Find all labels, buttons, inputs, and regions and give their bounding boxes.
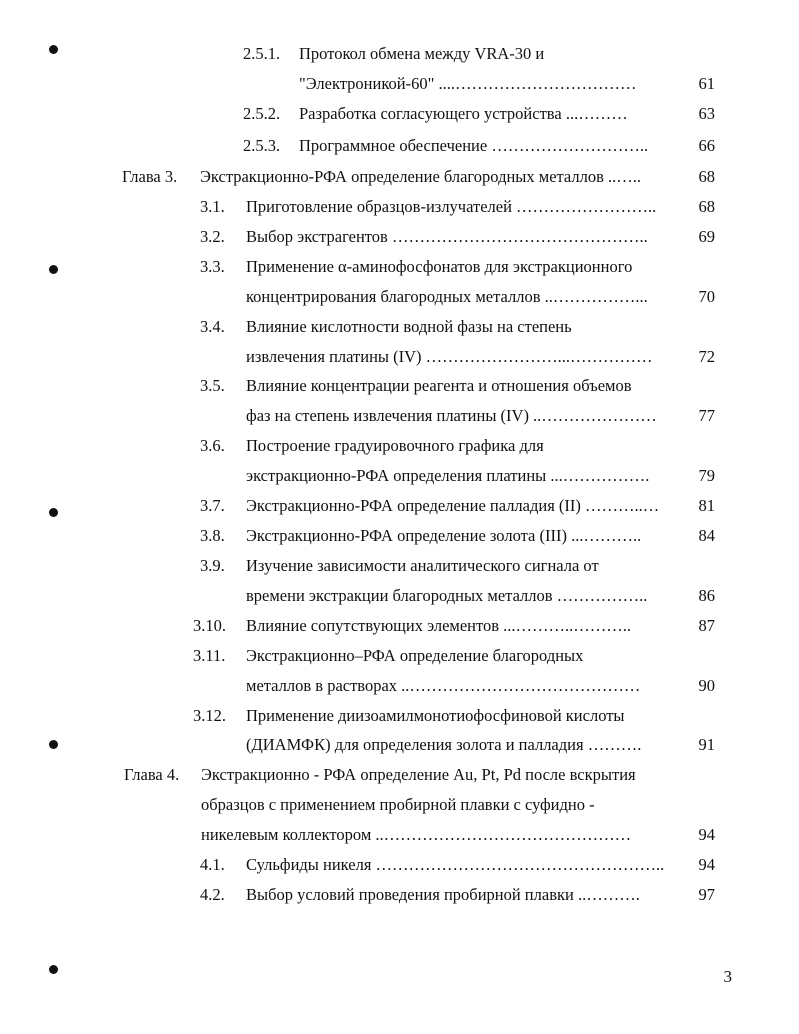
toc-entry	[0, 345, 799, 369]
toc-entry-page: 70	[698, 287, 715, 306]
toc-entry-title: Построение градуировочного графика для	[246, 436, 544, 455]
toc-entry-number: 3.7.	[200, 496, 225, 515]
toc-entry-page: 79	[698, 466, 715, 485]
toc-entry	[0, 464, 799, 488]
toc-entry	[0, 42, 799, 66]
toc-entry-title: Разработка согласующего устройства ...………	[299, 104, 628, 123]
toc-entry	[0, 584, 799, 608]
toc-entry	[0, 853, 799, 877]
toc-entry	[0, 165, 799, 189]
toc-entry-number: 2.5.3.	[243, 136, 281, 155]
page-number: 3	[723, 967, 732, 986]
toc-entry	[0, 72, 799, 96]
toc-entry	[0, 225, 799, 249]
toc-entry-number: Глава 4.	[124, 765, 180, 784]
toc-entry-title: Экстракционно-РФА определение палладия (II) ………..…	[246, 496, 660, 515]
toc-entry-page: 84	[698, 526, 715, 545]
toc-entry	[0, 763, 799, 787]
toc-entry-page: 61	[698, 74, 715, 93]
toc-entry-title: Выбор условий проведения пробирной плавки ..……….	[246, 885, 640, 904]
toc-entry-title: Экстракционно-РФА определение золота (III) ...………..	[246, 526, 642, 545]
toc-entry	[0, 614, 799, 638]
binder-hole-5	[49, 965, 58, 974]
toc-entry-number: 3.6.	[200, 436, 225, 455]
toc-entry-page: 86	[698, 586, 715, 605]
toc-entry-number: 3.8.	[200, 526, 225, 545]
toc-entry-number: 2.5.1.	[243, 44, 281, 63]
toc-entry-number: 3.11.	[193, 646, 226, 665]
toc-entry	[0, 554, 799, 578]
toc-entry-title: Экстракционно-РФА определение благородных металлов ..…..	[200, 167, 642, 186]
toc-entry-title: Изучение зависимости аналитического сигнала от	[246, 556, 599, 575]
toc-entry-number: 4.1.	[200, 855, 225, 874]
toc-entry-page: 72	[698, 347, 715, 366]
toc-entry-title: извлечения платины (IV) ……………………...……………	[246, 347, 653, 366]
toc-entry-page: 94	[698, 825, 715, 844]
toc-entry	[0, 524, 799, 548]
toc-entry-title: никелевым коллектором ..………………………………………	[201, 825, 632, 844]
toc-entry	[0, 374, 799, 398]
toc-entry	[0, 102, 799, 126]
toc-entry	[0, 315, 799, 339]
toc-entry-number: 3.4.	[200, 317, 225, 336]
toc-entry-page: 63	[698, 104, 715, 123]
toc-entry-title: Приготовление образцов-излучателей ……………………..	[246, 197, 657, 216]
toc-entry-title: времени экстракции благородных металлов ……………..	[246, 586, 648, 605]
toc-entry-page: 87	[698, 616, 715, 635]
toc-entry-number: 4.2.	[200, 885, 225, 904]
toc-entry-page: 66	[698, 136, 715, 155]
toc-entry	[0, 404, 799, 428]
toc-entry	[0, 823, 799, 847]
toc-entry-page: 90	[698, 676, 715, 695]
toc-entry-title: Экстракционно - РФА определение Au, Pt, Pd после вскрытия	[201, 765, 636, 784]
toc-entry-number: 3.1.	[200, 197, 225, 216]
toc-entry-number: 2.5.2.	[243, 104, 281, 123]
toc-entry	[0, 434, 799, 458]
toc-entry	[0, 793, 799, 817]
toc-entry-title: Сульфиды никеля ……………………………………………..	[246, 855, 665, 874]
toc-entry	[0, 674, 799, 698]
toc-entry-page: 94	[698, 855, 715, 874]
toc-entry	[0, 733, 799, 757]
toc-entry-title: фаз на степень извлечения платины (IV) ..…………………	[246, 406, 657, 425]
toc-entry-number: 3.2.	[200, 227, 225, 246]
toc-entry-title: "Электроникой-60" ....……………………………	[299, 74, 637, 93]
toc-entry-page: 91	[698, 735, 715, 754]
toc-entry-number: Глава 3.	[122, 167, 178, 186]
toc-entry-title: Применение диизоамилмонотиофосфиновой кислоты	[246, 706, 625, 725]
toc-entry-number: 3.9.	[200, 556, 225, 575]
toc-entry-number: 3.10.	[193, 616, 226, 635]
toc-entry-page: 68	[698, 167, 715, 186]
toc-entry-page: 77	[698, 406, 715, 425]
toc-entry-page: 97	[698, 885, 715, 904]
toc-entry	[0, 285, 799, 309]
toc-entry-number: 3.12.	[193, 706, 226, 725]
toc-entry-title: Выбор экстрагентов ………………………………………..	[246, 227, 648, 246]
toc-entry-title: экстракционно-РФА определения платины ...…………….	[246, 466, 650, 485]
toc-entry	[0, 704, 799, 728]
toc-entry	[0, 494, 799, 518]
toc-entry	[0, 134, 799, 158]
toc-entry-title: Влияние концентрации реагента и отношения объемов	[246, 376, 632, 395]
toc-entry-title: образцов с применением пробирной плавки с суфидно -	[201, 795, 595, 814]
toc-entry-title: металлов в растворах ..……………………………………	[246, 676, 641, 695]
toc-entry-title: Влияние сопутствующих элементов ...………..………..	[246, 616, 632, 635]
toc-entry-number: 3.3.	[200, 257, 225, 276]
toc-entry-title: Экстракционно–РФА определение благородных	[246, 646, 584, 665]
toc-entry-page: 68	[698, 197, 715, 216]
toc-entry-title: концентрирования благородных металлов ..……………...	[246, 287, 648, 306]
toc-entry-page: 81	[698, 496, 715, 515]
toc-entry-title: Программное обеспечение ………………………..	[299, 136, 649, 155]
toc-entry-page: 69	[698, 227, 715, 246]
toc-entry	[0, 195, 799, 219]
toc-entry-title: Протокол обмена между VRA-30 и	[299, 44, 545, 63]
toc-entry-number: 3.5.	[200, 376, 225, 395]
toc-entry-title: Применение α-аминофосфонатов для экстракционного	[246, 257, 633, 276]
toc-entry	[0, 883, 799, 907]
toc-entry	[0, 255, 799, 279]
toc-entry-title: Влияние кислотности водной фазы на степень	[246, 317, 572, 336]
toc-entry-title: (ДИАМФК) для определения золота и палладия ……….	[246, 735, 642, 754]
toc-entry	[0, 644, 799, 668]
